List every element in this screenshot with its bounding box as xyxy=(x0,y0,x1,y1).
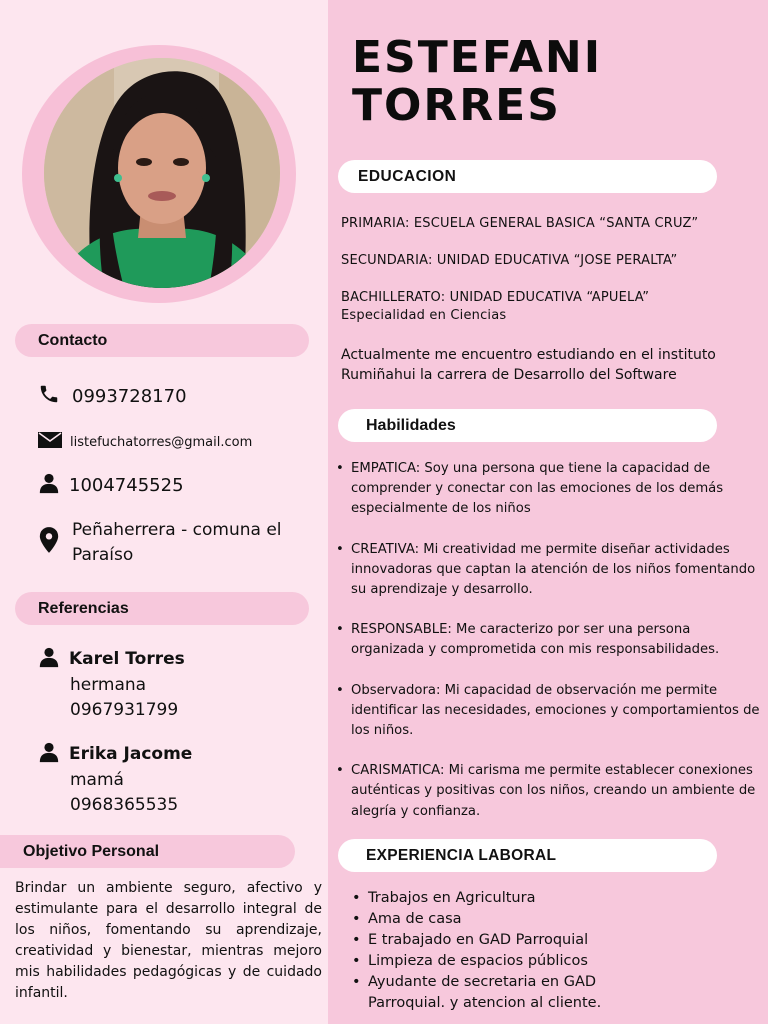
skills-list xyxy=(333,459,765,842)
experience-heading-label: EXPERIENCIA LABORAL xyxy=(366,846,557,864)
id-number: 1004745525 xyxy=(69,475,184,496)
profile-photo xyxy=(44,58,280,288)
experience-item: • Limpieza de espacios públicos xyxy=(350,951,750,972)
skill-item: • CREATIVA: Mi creatividad me permite diseñar actividades innovadoras que captan la atención de los niños fomentando su aprendizaje y desarrollo. xyxy=(333,540,765,601)
skill-item: • CARISMATICA: Mi carisma me permite establecer conexiones auténticas y positivas con los niños, creando un ambiente de alegría y confianza. xyxy=(333,761,765,822)
reference-item xyxy=(38,741,192,818)
contact-phone xyxy=(38,383,187,410)
contact-id xyxy=(38,472,184,499)
first-name: ESTEFANI xyxy=(352,32,603,83)
education-heading-label: EDUCACION xyxy=(358,167,457,185)
references-heading-label: Referencias xyxy=(38,599,129,617)
address xyxy=(72,518,282,568)
skill-item: • Observadora: Mi capacidad de observación me permite identificar las necesidades, emociones y comportamientos de los niños. xyxy=(333,681,765,742)
education-current: Actualmente me encuentro estudiando en el instituto Rumiñahui la carrera de Desarrollo del Software xyxy=(341,347,716,383)
address-line-2: Paraíso xyxy=(72,545,134,565)
experience-item: • Trabajos en Agricultura xyxy=(350,888,750,909)
reference-relation: mamá xyxy=(70,770,124,790)
objective-text: Brindar un ambiente seguro, afectivo y estimulante para el desarrollo integral de los niños, fomentando su aprendizaje, creatividad y bienestar, mientras mejoro mis habilidades pedagógicas y de cuidado infantil. xyxy=(15,880,322,1001)
phone-icon xyxy=(38,383,60,410)
experience-item: • Ayudante de secretaria en GAD Parroquial. y atencion al cliente. xyxy=(350,972,640,1014)
skills-heading-label: Habilidades xyxy=(366,416,456,434)
experience-item: • E trabajado en GAD Parroquial xyxy=(350,930,750,951)
reference-relation: hermana xyxy=(70,675,147,695)
email-icon xyxy=(38,431,62,454)
phone-number: 0993728170 xyxy=(72,386,187,407)
references-heading xyxy=(15,592,309,625)
contact-email xyxy=(38,431,252,454)
experience-heading xyxy=(338,839,717,872)
education-secondary: SECUNDARIA: UNIDAD EDUCATIVA “JOSE PERALTA” xyxy=(341,253,678,268)
reference-phone: 0967931799 xyxy=(70,700,179,720)
experience-item: • Ama de casa xyxy=(350,909,750,930)
education-heading xyxy=(338,160,717,193)
reference-name: Erika Jacome xyxy=(69,744,193,764)
objective-heading xyxy=(0,835,295,868)
skill-item: • EMPATICA: Soy una persona que tiene la capacidad de comprender y conectar con las emociones de los demás especialmente de los niños xyxy=(333,459,765,520)
profile-photo-illustration xyxy=(44,58,280,288)
address-line-1: Peñaherrera - comuna el xyxy=(72,520,282,540)
contact-heading xyxy=(15,324,309,357)
skill-item: • RESPONSABLE: Me caracterizo por ser una persona organizada y comprometida con mis responsabilidades. xyxy=(333,620,765,660)
email-address: listefuchatorres@gmail.com xyxy=(70,435,253,450)
reference-phone: 0968365535 xyxy=(70,795,179,815)
experience-list xyxy=(350,888,750,1014)
contact-address xyxy=(38,518,282,568)
person-icon xyxy=(38,646,60,673)
education-specialty: Especialidad en Ciencias xyxy=(341,308,507,323)
skills-heading xyxy=(338,409,717,442)
last-name: TORRES xyxy=(352,80,561,131)
full-name xyxy=(352,34,602,130)
education-primary: PRIMARIA: ESCUELA GENERAL BASICA “SANTA CRUZ” xyxy=(341,216,699,231)
reference-name: Karel Torres xyxy=(69,649,185,669)
person-icon xyxy=(38,472,60,499)
person-icon xyxy=(38,741,60,768)
education-bachillerato: BACHILLERATO: UNIDAD EDUCATIVA “APUELA” xyxy=(341,290,650,305)
contact-heading-label: Contacto xyxy=(38,331,108,349)
reference-item xyxy=(38,646,185,723)
objective-heading-label: Objetivo Personal xyxy=(23,842,160,860)
location-pin-icon xyxy=(38,527,60,558)
